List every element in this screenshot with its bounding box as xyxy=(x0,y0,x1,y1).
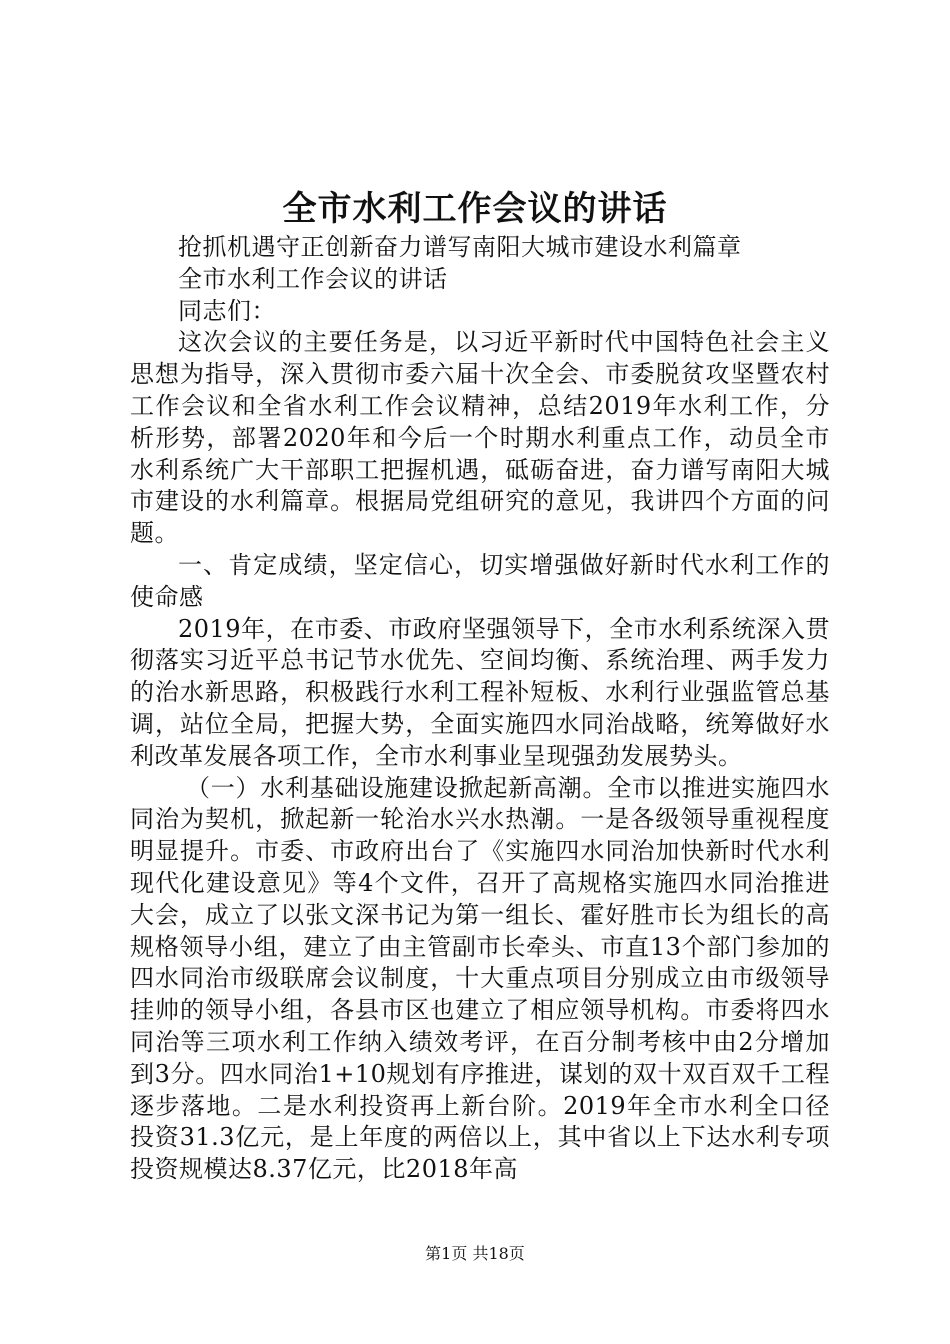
section-heading: 一、肯定成绩，坚定信心，切实增强做好新时代水利工作的使命感 xyxy=(130,550,830,611)
body-paragraph: 这次会议的主要任务是，以习近平新时代中国特色社会主义思想为指导，深入贯彻市委六届十次全会、市委脱贫攻坚暨农村工作会议和全省水利工作会议精神，总结2019年水利工作，分析形势，部署2020年和今后一个时期水利重点工作，动员全市水利系统广大干部职工把握机遇，砥砺奋进，奋力谱写南阳大城市建设的水利篇章。根据局党组研究的意见，我讲四个方面的问题。 xyxy=(130,328,830,548)
document-body xyxy=(130,232,830,1186)
body-paragraph: 2019年，在市委、市政府坚强领导下，全市水利系统深入贯彻落实习近平总书记节水优先、空间均衡、系统治理、两手发力的治水新思路，积极践行水利工程补短板、水利行业强监管总基调，站位全局，把握大势，全面实施四水同治战略，统筹做好水利改革发展各项工作，全市水利事业呈现强劲发展势头。 xyxy=(130,614,830,770)
page-number-footer: 第1页 共18页 xyxy=(425,1244,525,1263)
speech-title-paragraph: 全市水利工作会议的讲话 xyxy=(178,264,448,293)
document-title: 全市水利工作会议的讲话 xyxy=(282,189,668,229)
body-paragraph: （一）水利基础设施建设掀起新高潮。全市以推进实施四水同治为契机，掀起新一轮治水兴水热潮。一是各级领导重视程度明显提升。市委、市政府出台了《实施四水同治加快新时代水利现代化建设意见》等4个文件，召开了高规格实施四水同治推进大会，成立了以张文深书记为第一组长、霍好胜市长为组长的高规格领导小组，建立了由主管副市长牵头、市直13个部门参加的四水同治市级联席会议制度，十大重点项目分别成立由市级领导挂帅的领导小组，各县市区也建立了相应领导机构。市委将四水同治等三项水利工作纳入绩效考评，在百分制考核中由2分增加到3分。四水同治1+10规划有序推进，谋划的双十双百双千工程逐步落地。二是水利投资再上新台阶。2019年全市水利全口径投资31.3亿元，是上年度的两倍以上，其中省以上下达水利专项投资规模达8.37亿元，比2018年高 xyxy=(130,773,830,1184)
salutation-paragraph: 同志们： xyxy=(178,296,276,325)
subtitle-paragraph: 抢抓机遇守正创新奋力谱写南阳大城市建设水利篇章 xyxy=(178,233,742,261)
